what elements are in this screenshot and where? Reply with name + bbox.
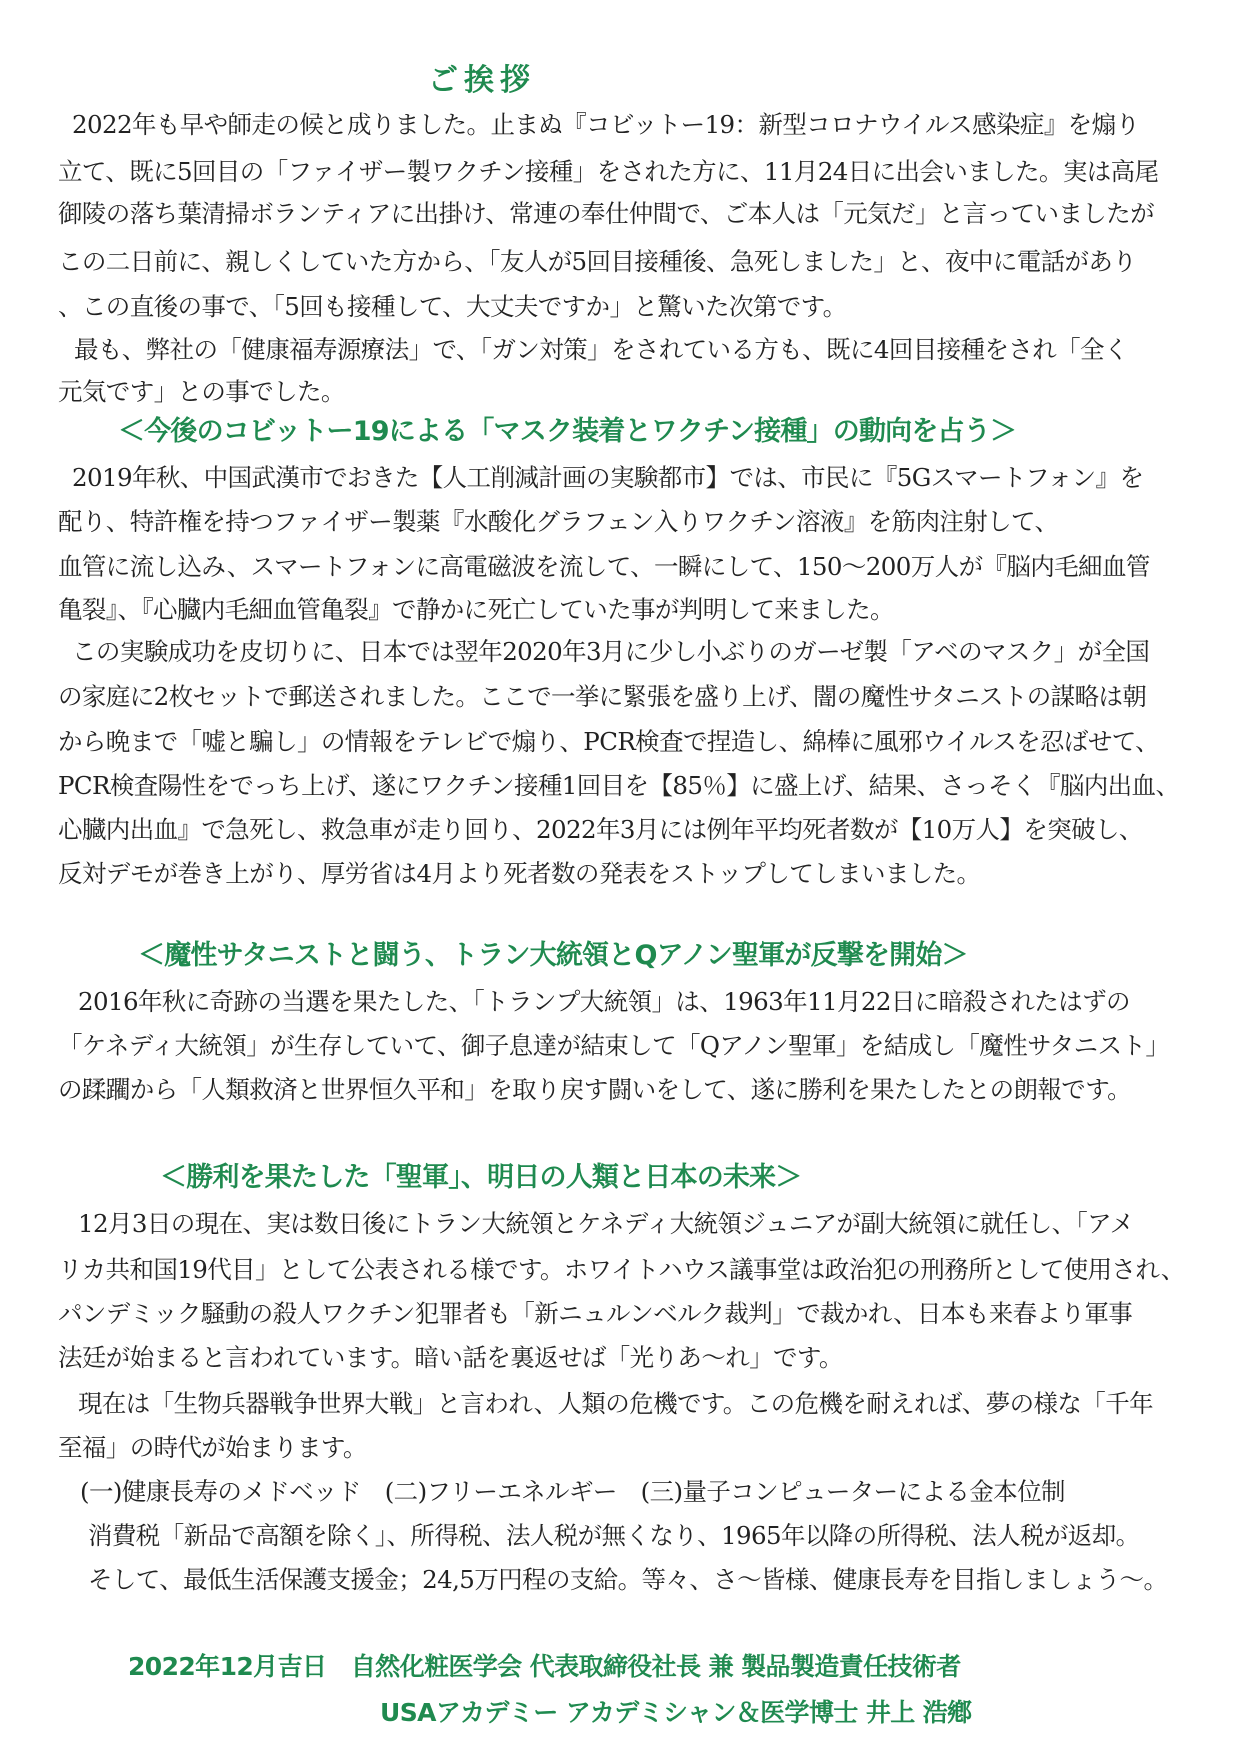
section-heading: ＜勝利を果たした「聖軍」、明日の人類と日本の未来＞ bbox=[160, 1162, 802, 1193]
paragraph-line: 「ケネディ大統領」が生存していて、御子息達が結束して「Qアノン聖軍」を結成し「魔性サタニスト」 bbox=[58, 1031, 1170, 1060]
paragraph-line: 元気です」との事でした。 bbox=[58, 377, 345, 406]
paragraph-line: 消費税「新品で高額を除く」、所得税、法人税が無くなり、1965年以降の所得税、法人税が返却。 bbox=[88, 1521, 1140, 1550]
paragraph-line: 2016年秋に奇跡の当選を果たした、「トランプ大統領」は、1963年11月22日に暗殺されたはずの bbox=[78, 987, 1130, 1016]
paragraph-line: (一)健康長寿のメドベッド (二)フリーエネルギー (三)量子コンピューターによる金本位制 bbox=[80, 1477, 1065, 1506]
paragraph-line: 配り、特許権を持つファイザー製薬『水酸化グラフェン入りワクチン溶液』を筋肉注射して、 bbox=[58, 507, 1059, 536]
paragraph-line: 、この直後の事で、「5回も接種して、大丈夫ですか」と驚いた次第です。 bbox=[58, 292, 847, 321]
paragraph-line: 法廷が始まると言われています。暗い話を裏返せば「光りあ～れ」です。 bbox=[58, 1343, 843, 1372]
paragraph-line: 12月3日の現在、実は数日後にトラン大統領とケネディ大統領ジュニアが副大統領に就任し、「アメ bbox=[78, 1209, 1134, 1238]
paragraph-line: 心臓内出血』で急死し、救急車が走り回り、2022年3月には例年平均死者数が【10万人】を突破し、 bbox=[58, 815, 1143, 844]
section-heading: ＜魔性サタニストと闘う、トラン大統領とQアノン聖軍が反撃を開始＞ bbox=[138, 940, 968, 971]
paragraph-line: 至福」の時代が始まります。 bbox=[58, 1433, 367, 1462]
paragraph-line: の家庭に2枚セットで郵送されました。ここで一挙に緊張を盛り上げ、闇の魔性サタニストの謀略は朝 bbox=[58, 682, 1147, 711]
paragraph-line: PCR検査陽性をでっち上げ、遂にワクチン接種1回目を【85％】に盛上げ、結果、さっそく『脳内出血、 bbox=[58, 771, 1180, 800]
paragraph-line: 2019年秋、中国武漢市でおきた【人工削減計画の実験都市】では、市民に『5Gスマートフォン』を bbox=[72, 463, 1144, 492]
paragraph-line: 立て、既に5回目の「ファイザー製ワクチン接種」をされた方に、11月24日に出会いました。実は高尾 bbox=[58, 157, 1159, 186]
paragraph-line: 2022年も早や師走の候と成りました。止まぬ『コビットー19：新型コロナウイルス感染症』を煽り bbox=[72, 110, 1140, 139]
paragraph-line: 現在は「生物兵器戦争世界大戦」と言われ、人類の危機です。この危機を耐えれば、夢の様な「千年 bbox=[78, 1389, 1154, 1418]
paragraph-line: そして、最低生活保護支援金；24,5万円程の支給。等々、さ～皆様、健康長寿を目指しましょう～。 bbox=[88, 1565, 1168, 1594]
signature-date-line: 2022年12月吉日 自然化粧医学会 代表取締役社長 兼 製品製造責任技術者 bbox=[128, 1652, 961, 1681]
paragraph-line: 反対デモが巻き上がり、厚労省は4月より死者数の発表をストップしてしまいました。 bbox=[58, 859, 981, 888]
paragraph-line: この二日前に、親しくしていた方から、「友人が5回目接種後、急死しました」と、夜中に電話があり bbox=[58, 247, 1137, 276]
paragraph-line: 最も、弊社の「健康福寿源療法」で、「ガン対策」をされている方も、既に4回目接種をされ「全く bbox=[74, 335, 1128, 364]
paragraph-line: 血管に流し込み、スマートフォンに高電磁波を流して、一瞬にして、150～200万人が『脳内毛細血管 bbox=[58, 552, 1150, 581]
section-heading: ＜今後のコビットー19による「マスク装着とワクチン接種」の動向を占う＞ bbox=[118, 416, 1017, 447]
paragraph-line: 御陵の落ち葉清掃ボランティアに出掛け、常連の奉仕仲間で、ご本人は「元気だ」と言っていましたが bbox=[58, 199, 1154, 228]
page-title: ご挨拶 bbox=[428, 63, 536, 98]
paragraph-line: リカ共和国19代目」として公表される様です。ホワイトハウス議事堂は政治犯の刑務所として使用され、 bbox=[58, 1255, 1185, 1284]
paragraph-line: の蹂躙から「人類救済と世界恒久平和」を取り戻す闘いをして、遂に勝利を果たしたとの朗報です。 bbox=[58, 1075, 1132, 1104]
signature-name-line: USAアカデミー アカデミシャン＆医学博士 井上 浩鄕 bbox=[380, 1698, 972, 1727]
paragraph-line: 亀裂』、『心臓内毛細血管亀裂』で静かに死亡していた事が判明して来ました。 bbox=[58, 595, 894, 624]
paragraph-line: パンデミック騒動の殺人ワクチン犯罪者も「新ニュルンベルク裁判」で裁かれ、日本も来春より軍事 bbox=[58, 1299, 1133, 1328]
paragraph-line: この実験成功を皮切りに、日本では翌年2020年3月に少し小ぶりのガーゼ製「アベのマスク」が全国 bbox=[72, 637, 1150, 666]
paragraph-line: から晩まで「嘘と騙し」の情報をテレビで煽り、PCR検査で捏造し、綿棒に風邪ウイルスを忍ばせて、 bbox=[58, 727, 1160, 756]
